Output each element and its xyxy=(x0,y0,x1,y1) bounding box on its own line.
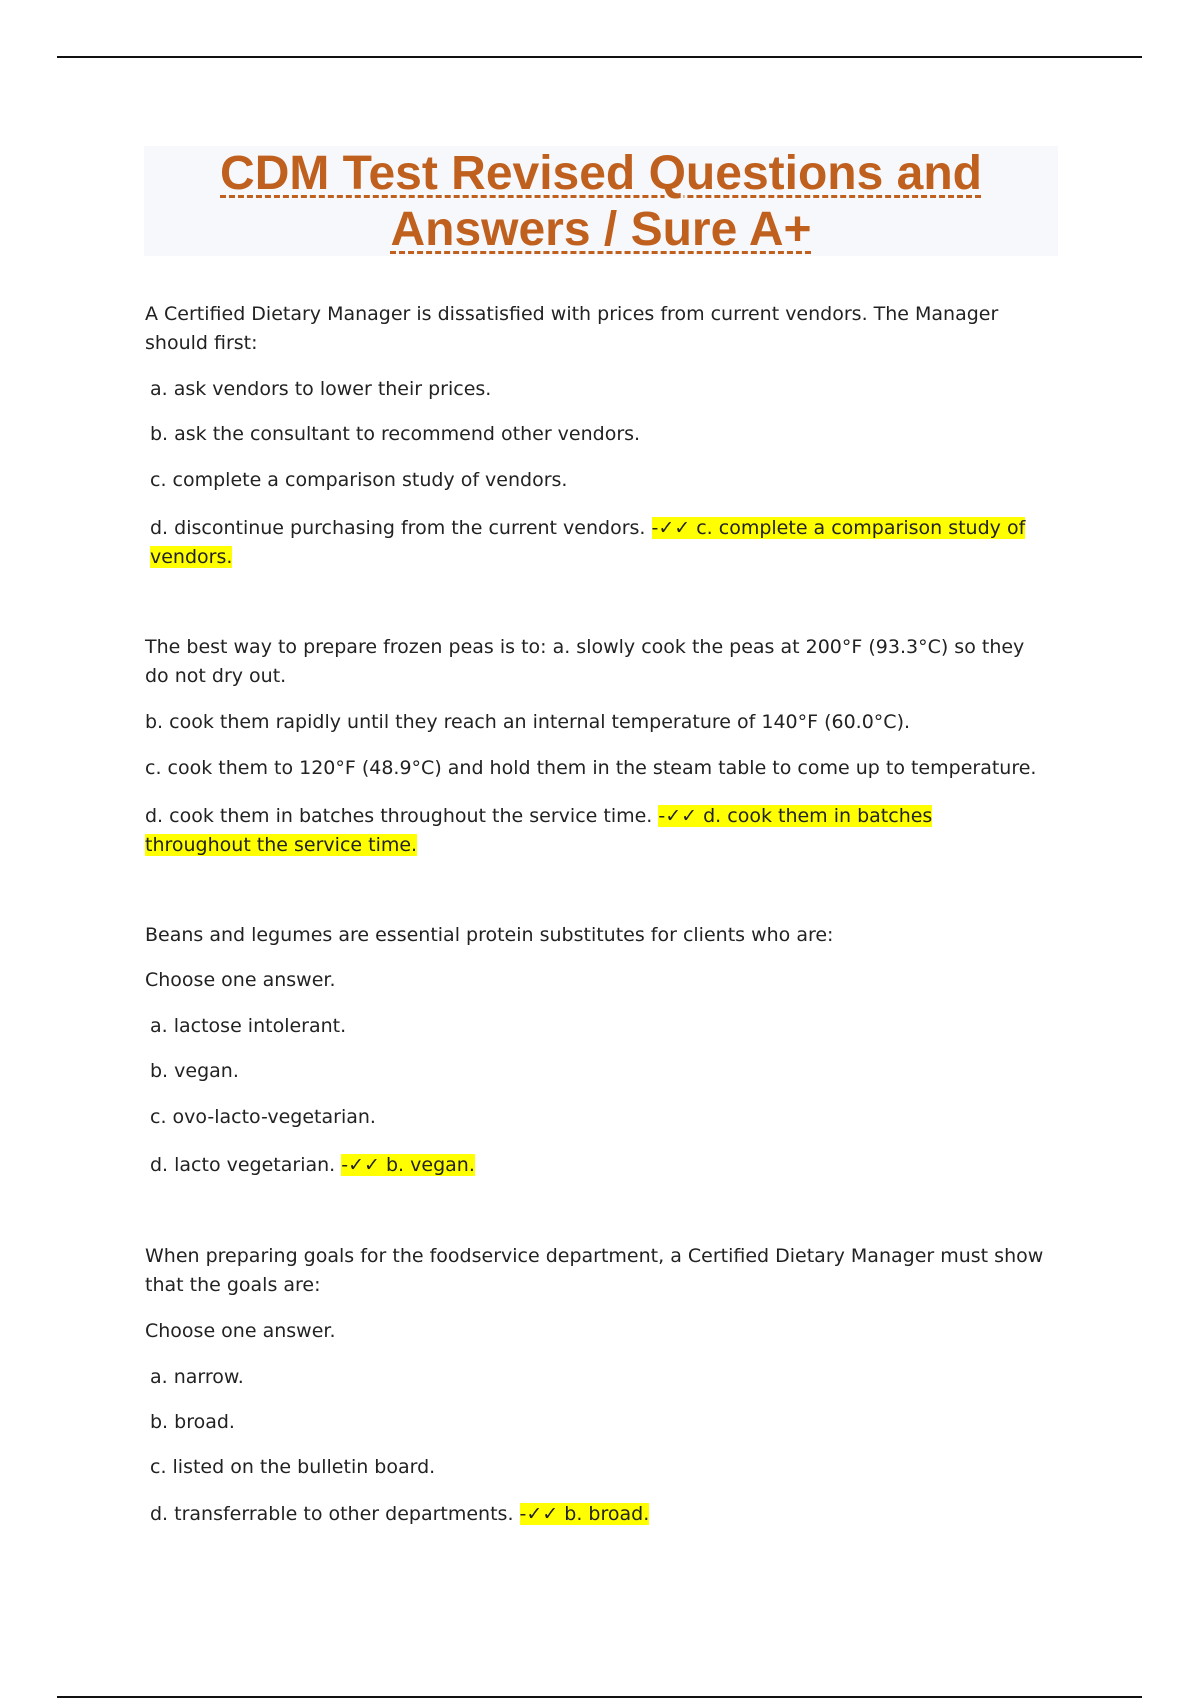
answer-option-with-key xyxy=(145,514,1030,572)
answer-option: c. cook them to 120°F (48.9°C) and hold them in the steam table to come up to temperature. xyxy=(145,757,1037,779)
answer-option-with-key xyxy=(145,802,1040,860)
question-stem: When preparing goals for the foodservice department, a Certified Dietary Manager must show that the goals are: xyxy=(145,1245,1044,1296)
title-line-1: CDM Test Revised Questions and xyxy=(220,147,982,200)
answer-option: a. ask vendors to lower their prices. xyxy=(150,378,492,400)
answer-option: b. ask the consultant to recommend other vendors. xyxy=(150,423,641,445)
answer-option: d. transferrable to other departments. xyxy=(150,1503,514,1525)
answer-option: c. ovo-lacto-vegetarian. xyxy=(150,1106,376,1128)
answer-option: b. broad. xyxy=(150,1411,235,1433)
answer-option: c. listed on the bulletin board. xyxy=(150,1456,436,1478)
answer-option: d. discontinue purchasing from the current vendors. xyxy=(150,517,646,539)
answer-option: a. narrow. xyxy=(150,1366,244,1388)
answer-key-highlight: -✓✓ b. vegan. xyxy=(341,1154,475,1176)
answer-prompt: Choose one answer. xyxy=(145,969,336,991)
footer-rule xyxy=(57,1696,1142,1698)
answer-option-with-key xyxy=(145,1151,475,1180)
document-title xyxy=(144,146,1058,258)
answer-option: d. cook them in batches throughout the service time. xyxy=(145,805,653,827)
answer-option: c. complete a comparison study of vendors. xyxy=(150,469,568,491)
header-rule xyxy=(57,56,1142,58)
answer-option: b. cook them rapidly until they reach an internal temperature of 140°F (60.0°C). xyxy=(145,711,911,733)
title-line-2: Answers / Sure A+ xyxy=(390,203,812,256)
question-stem: The best way to prepare frozen peas is to: a. slowly cook the peas at 200°F (93.3°C) so they do not dry out. xyxy=(145,636,1025,687)
question-stem: Beans and legumes are essential protein substitutes for clients who are: xyxy=(145,924,834,946)
question-stem: A Certified Dietary Manager is dissatisfied with prices from current vendors. The Manager should first: xyxy=(145,303,999,354)
answer-option: d. lacto vegetarian. xyxy=(150,1154,336,1176)
answer-option: a. lactose intolerant. xyxy=(150,1015,347,1037)
answer-key-highlight: -✓✓ b. broad. xyxy=(519,1503,650,1525)
answer-option-with-key xyxy=(145,1500,649,1529)
answer-key-highlight: -✓✓ c. complete a comparison study of vendors. xyxy=(150,517,1026,568)
answer-prompt: Choose one answer. xyxy=(145,1320,336,1342)
answer-option: b. vegan. xyxy=(150,1060,239,1082)
answer-key-highlight: -✓✓ d. cook them in batches throughout the service time. xyxy=(145,805,933,856)
title-banner xyxy=(144,146,1058,256)
